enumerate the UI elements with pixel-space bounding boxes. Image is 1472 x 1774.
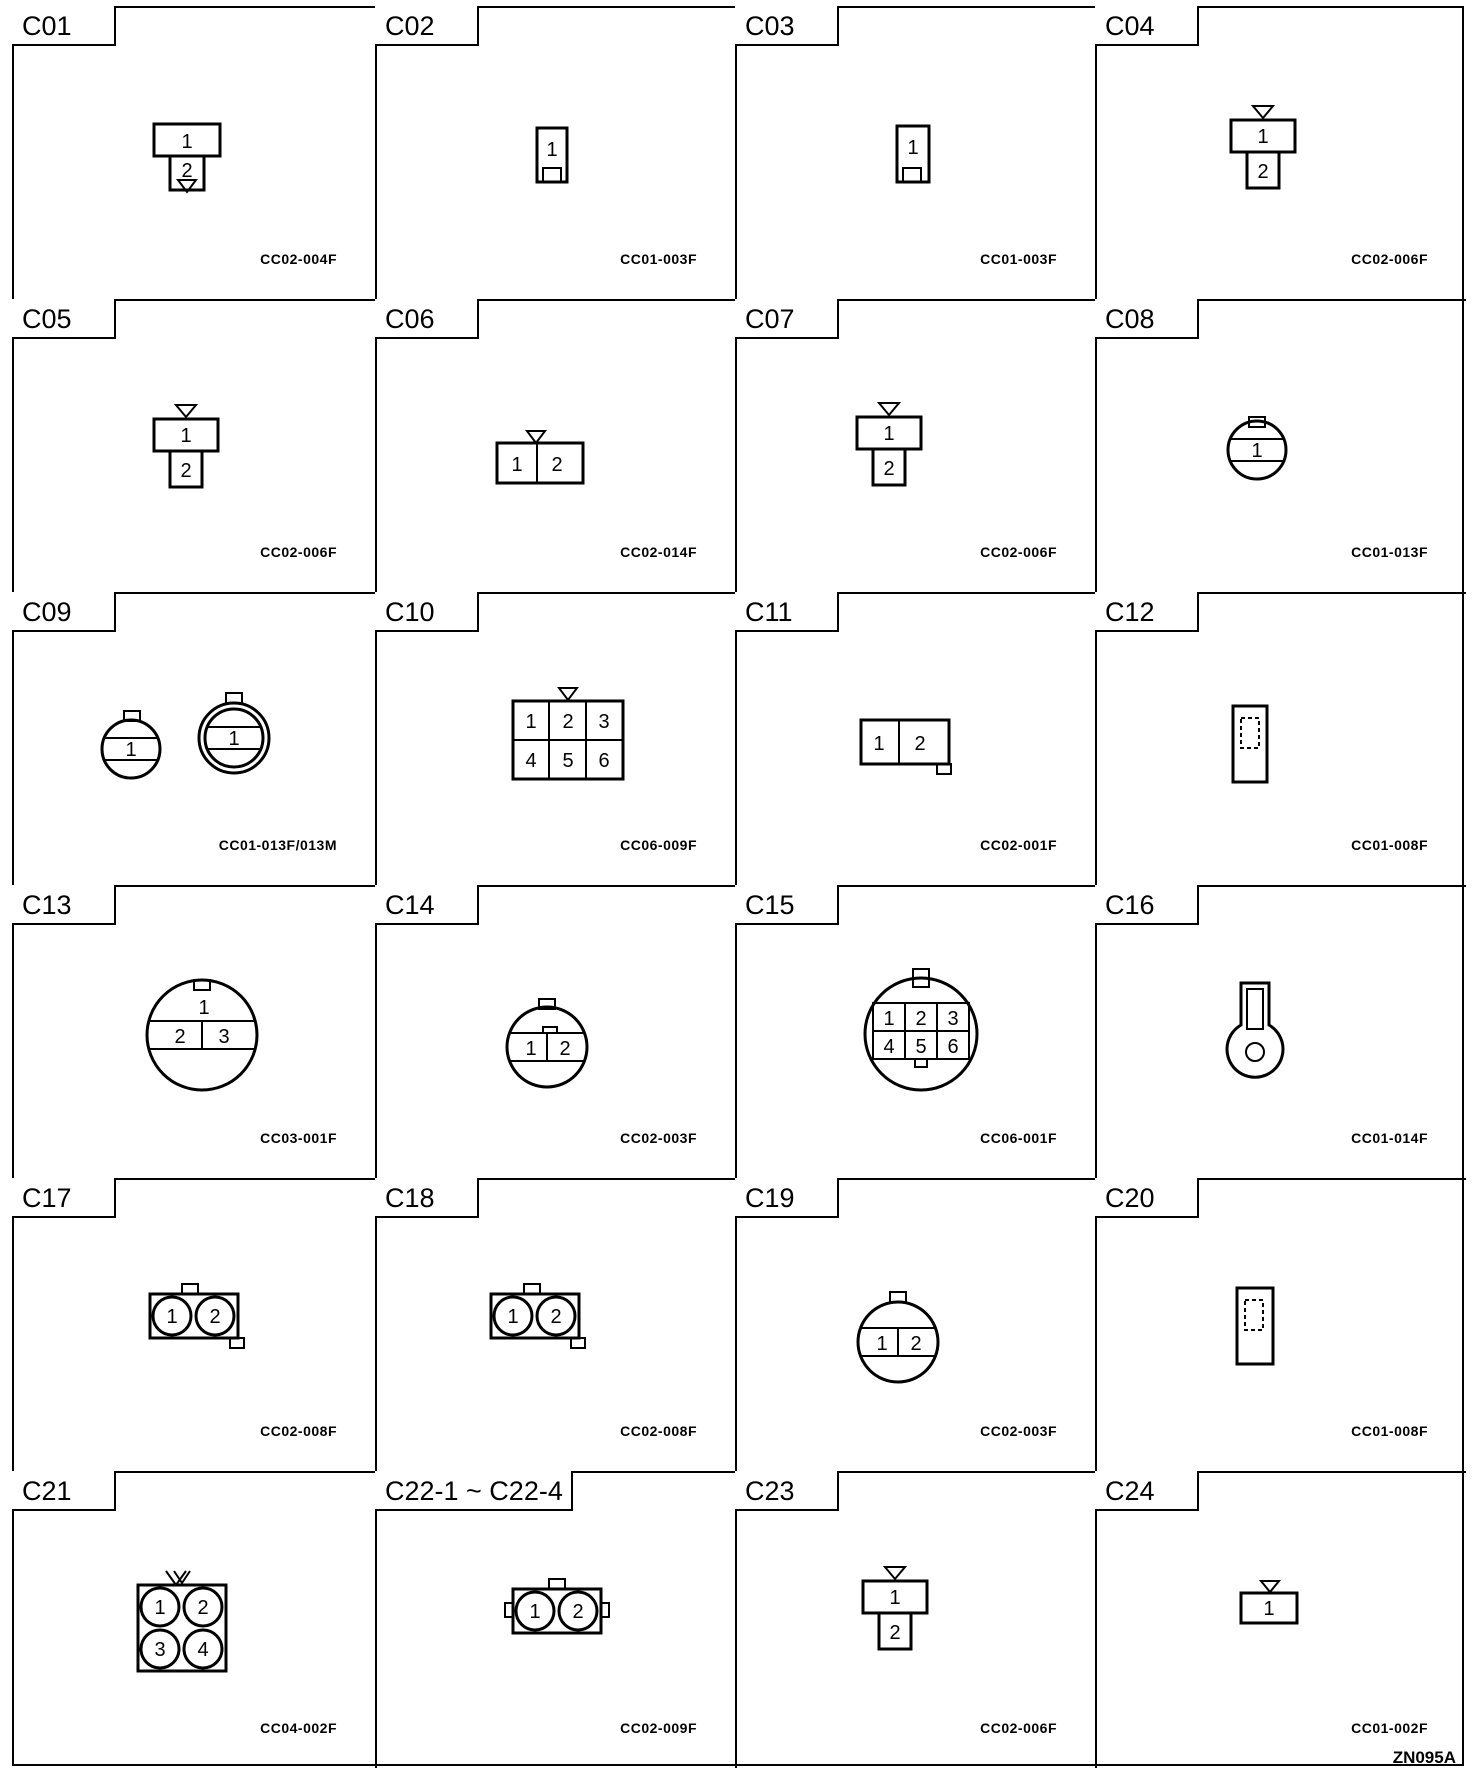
pin-label: 6 [598,750,610,772]
connector-cell [737,1180,1097,1473]
connector-cell [1097,301,1466,594]
connector-code: CC01-002F [1351,1720,1428,1736]
pin-label: 2 [180,460,192,482]
connector-cell [377,1473,737,1768]
connector-label: C21 [12,1471,116,1511]
pin-label: 1 [883,1008,895,1030]
pin-label: 1 [511,454,523,476]
pin-label: 3 [947,1008,959,1030]
connector-cell [377,1180,737,1473]
connector-cell [14,301,377,594]
connector-label: C10 [375,592,479,632]
pin-label: 1 [876,1333,888,1355]
connector-cell [14,594,377,887]
connector-label: C04 [1095,6,1199,46]
connector-cell [1097,1473,1466,1768]
connector-label: C20 [1095,1178,1199,1218]
connector-code: CC03-001F [260,1130,337,1146]
connector-label: C24 [1095,1471,1199,1511]
pin-label: 1 [546,139,558,161]
connector-label: C14 [375,885,479,925]
pin-label: 2 [910,1333,922,1355]
connector-cell [377,594,737,887]
connector-code: CC02-006F [980,1720,1057,1736]
pin-label: 1 [883,423,895,445]
pin-label: 2 [197,1597,209,1619]
pin-label: 1 [873,733,885,755]
pin-label: 5 [915,1036,927,1058]
connector-code: CC02-008F [260,1423,337,1439]
connector-label: C05 [12,299,116,339]
pin-label: 1 [525,1038,537,1060]
pin-label: 1 [198,997,210,1019]
connector-code: CC06-009F [620,837,697,853]
pin-label: 2 [883,458,895,480]
connector-code: CC01-008F [1351,837,1428,853]
connector-label: C19 [735,1178,839,1218]
connector-cell [737,301,1097,594]
connector-cell [14,1180,377,1473]
pin-label: 4 [525,750,537,772]
connector-label: C15 [735,885,839,925]
pin-label: 1 [889,1587,901,1609]
pin-label: 2 [559,1038,571,1060]
pin-label: 2 [889,1622,901,1644]
pin-label: 2 [572,1601,584,1623]
pin-label: 2 [181,160,193,182]
pin-label: 3 [154,1639,166,1661]
connector-cell [14,8,377,301]
connector-code: CC02-006F [1351,251,1428,267]
pin-label: 2 [551,454,563,476]
connector-label: C07 [735,299,839,339]
connector-cell [14,1473,377,1768]
pin-label: 2 [914,733,926,755]
pin-label: 2 [1257,161,1269,183]
connector-cell [737,594,1097,887]
connector-cell [377,301,737,594]
connector-code: CC02-004F [260,251,337,267]
pin-label: 4 [197,1639,209,1661]
connector-label: C06 [375,299,479,339]
connector-label: C22-1 ~ C22-4 [375,1471,573,1511]
connector-code: CC02-006F [980,544,1057,560]
pin-label: 1 [166,1306,178,1328]
pin-label: 1 [181,131,193,153]
pin-label: 3 [598,711,610,733]
pin-label: 2 [209,1306,221,1328]
connector-cell [377,887,737,1180]
pin-label: 1 [507,1306,519,1328]
pin-label: 5 [562,750,574,772]
connector-cell [737,887,1097,1180]
connector-grid [12,6,1464,1766]
connector-code: CC02-006F [260,544,337,560]
connector-code: CC02-003F [980,1423,1057,1439]
pin-label: 2 [562,711,574,733]
connector-label: C16 [1095,885,1199,925]
pin-label: 1 [1251,440,1263,462]
pin-label: 1 [180,425,192,447]
connector-cell [1097,8,1466,301]
connector-code: CC06-001F [980,1130,1057,1146]
connector-label: C18 [375,1178,479,1218]
pin-label: 1 [154,1597,166,1619]
connector-cell [737,8,1097,301]
pin-label: 6 [947,1036,959,1058]
pin-label: 1 [1257,126,1269,148]
connector-cell [1097,594,1466,887]
pin-label: 1 [125,739,137,761]
pin-label: 2 [915,1008,927,1030]
connector-cell [1097,887,1466,1180]
connector-code: CC01-013F [1351,544,1428,560]
connector-label: C23 [735,1471,839,1511]
connector-sheet [12,6,1464,1770]
connector-label: C17 [12,1178,116,1218]
connector-label: C01 [12,6,116,46]
connector-code: CC02-014F [620,544,697,560]
pin-label: 1 [907,137,919,159]
connector-code: CC01-003F [620,251,697,267]
pin-label: 3 [218,1026,230,1048]
connector-label: C03 [735,6,839,46]
connector-label: C11 [735,592,839,632]
connector-code: CC02-009F [620,1720,697,1736]
pin-label: 2 [174,1026,186,1048]
pin-label: 1 [529,1601,541,1623]
connector-cell [1097,1180,1466,1473]
connector-code: CC01-014F [1351,1130,1428,1146]
connector-label: C13 [12,885,116,925]
connector-cell [377,8,737,301]
connector-code: CC02-008F [620,1423,697,1439]
pin-label: 4 [883,1036,895,1058]
connector-cell [14,887,377,1180]
pin-label: 2 [550,1306,562,1328]
pin-label: 1 [525,711,537,733]
connector-label: C12 [1095,592,1199,632]
connector-code: CC02-001F [980,837,1057,853]
connector-code: CC04-002F [260,1720,337,1736]
figure-id: ZN095A [1392,1748,1456,1767]
connector-code: CC01-013F/013M [218,837,337,853]
pin-label: 1 [1263,1598,1275,1620]
connector-label: C02 [375,6,479,46]
connector-code: CC01-008F [1351,1423,1428,1439]
connector-code: CC02-003F [620,1130,697,1146]
pin-label: 1 [228,728,240,750]
connector-cell [737,1473,1097,1768]
connector-label: C08 [1095,299,1199,339]
connector-label: C09 [12,592,116,632]
connector-code: CC01-003F [980,251,1057,267]
